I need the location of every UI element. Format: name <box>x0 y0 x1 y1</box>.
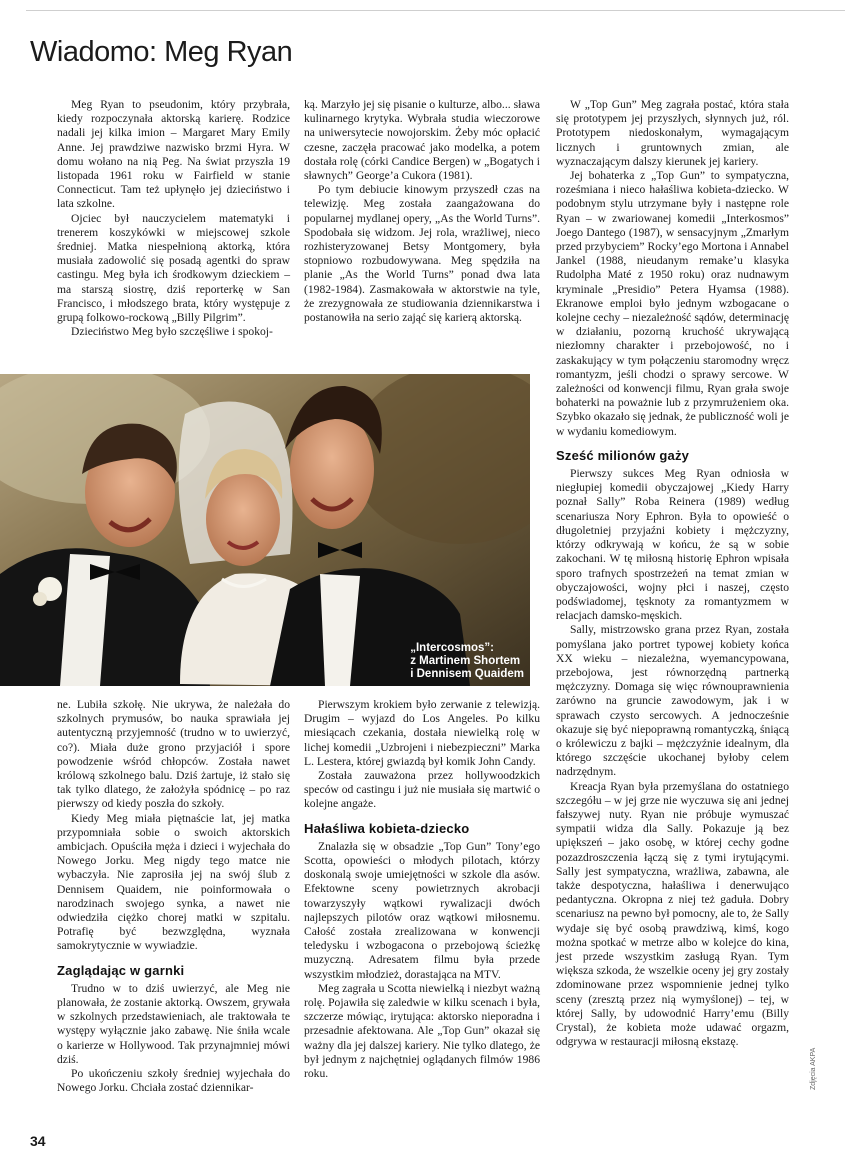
section-heading: Sześć milionów gaży <box>556 447 690 463</box>
paragraph: Dzieciństwo Meg było szczęśliwe i spokoj- <box>71 325 273 339</box>
page-number: 34 <box>30 1133 46 1149</box>
photo-credit: Zdjęcia AKPA <box>810 1047 817 1090</box>
paragraph: Po tym debiucie kinowym przyszedł czas na telewizję. Meg została zaangażowana do popularnej mydlanej opery, „As the World Turns”. Spodobała się widzom. Jej rola, wrażliwej, nieco rozhisteryzowanej Betsy Montgomery, była stopniowo rozbudowywana. Meg spędziła na planie „As the World Turns” ponad dwa lata (1982-1984). Zasmakowała w aktorstwie na tyle, że zrezygnowała ze studiowania dziennikarstwa i postanowiła na serio zająć się karierą aktorską. <box>304 183 540 325</box>
column-1-bottom <box>57 698 290 1095</box>
photo-caption <box>410 642 524 681</box>
paragraph: Pierwszym krokiem było zerwanie z telewizją. Drugim – wyjazd do Los Angeles. Po kilku miesiącach czekania, dostała niewielką rolę w lichej komedii „Uzbrojeni i niebezpieczni” Marka L. Lestera, której gwiazdą był komik John Candy. <box>304 698 540 768</box>
paragraph: Kreacja Ryan była przemyślana do ostatniego szczegółu – w jej grze nie wyczuwa się ani jednej fałszywej nuty. Ryan nie próbuje wymuszać sympatii widza dla Sally. Pokazuje ją bez upiększeń – jako osobę, w której cechy godne pozazdroszczenia łączą się z tymi irytującymi. Sally jest sympatyczna, wrażliwa, zabawna, ale także despotyczna, hałaśliwa i denerwująco pedantyczna. Okropna z niej też gaduła. Dobry scenariusz na pewno był pomocny, ale to, że Sally wydaje się być osobą prawdziwą, kimś, kogo można spotkać w metrze albo w kolejce do kina, jest przede wszystkim zasługą Ryan. Tym większa szkoda, że wszelkie oceny jej gry zostały zdominowane przez wspomnienie jednej tylko sceny (zresztą przez nią wymyślonej) – tej, w której Sally, by udowodnić Harry’emu (Billy Crystal), że kobieta może udawać orgazm, odgrywa w restauracji miłosną ekstazę. <box>556 779 789 1049</box>
section-heading: Hałaśliwa kobieta-dziecko <box>304 820 470 836</box>
paragraph: Po ukończeniu szkoły średniej wyjechała do Nowego Jorku. Chciała zostać dziennikar- <box>57 1067 290 1095</box>
column-2-top <box>304 98 540 325</box>
paragraph: Ojciec był nauczycielem matematyki i trenerem koszykówki w miejscowej szkole średniej. Matka niespełnioną aktorką, która musiała zadowolić się posadą agentki do spraw castingu. Meg była ich środkowym dzieckiem – ma starszą siostrę, dziś reporterkę w San Francisco, i młodszego brata, który występuje z grupą folkowo-rockową „Billy Pilgrim”. <box>57 211 290 325</box>
paragraph: Została zauważona przez hollywoodzkich speców od castingu i już nie musiała się martwić o kolejne angaże. <box>304 769 540 811</box>
section-heading: Zaglądając w garnki <box>57 962 185 978</box>
paragraph: Jej bohaterka z „Top Gun” to sympatyczna, roześmiana i nieco hałaśliwa kobieta-dziecko. W podobnym stylu utrzymane były i następne role Ryan – w zwariowanej komedii „Interkosmos” Joego Dantego (1987), w sensacyjnym „Zmarłym przed przybyciem” Rocky’ego Mortona i Annabel Jankel (1988, nieudanym remake’u klasyka Rudolpha Maté z 1950 roku) oraz nudnawym kryminale „Presidio” Petera Hyamsa (1988). Ekranowe emploi było jednym wzbogacane o kolejne cechy – niezależność sądów, determinację w działaniu, pozorną kruchość ukrywającą niezłomny charakter i przebojowość, no i zaskakujący w tym połączeniu staromodny wręcz romantyzm, jeśli chodzi o sprawy sercowe. W zależności od konwencji filmu, Ryan grała swoje bohaterki na poważnie lub z przymrużeniem oka. Szybko okazało się jednak, że publiczność woli je w wydaniu komediowym. <box>556 169 789 438</box>
column-2-bottom <box>304 698 540 1081</box>
article-title: Wiadomo: Meg Ryan <box>30 36 293 68</box>
caption-line: „Intercosmos”: <box>410 642 494 654</box>
paragraph: Trudno w to dziś uwierzyć, ale Meg nie planowała, że zostanie aktorką. Owszem, grywała w szkolnych przedstawieniach, ale traktowała te występy wyłącznie jako zabawę. Nie śniła wcale o karierze w Hollywood. Tak przynajmniej mówi dziś. <box>57 981 290 1066</box>
caption-line: z Martinem Shortem <box>410 655 521 667</box>
paragraph: Pierwszy sukces Meg Ryan odniosła w niegłupiej komedii obyczajowej „Kiedy Harry poznał Sally” Roba Reinera (1989) według scenariusza Nory Ephron. Była to opowieść o długoletniej przyjaźni kobiety i mężczyzny, którzy odkrywają w końcu, że są w sobie zakochani. W tę miłosną historię Ephron wpisała sporo trafnych spostrzeżeń na temat zmian w obyczajowości, wojny płci i naszej, często podświadomej, tęsknoty za romantyzmem w relacjach damsko-męskich. <box>556 467 789 623</box>
paragraph: Kiedy Meg miała piętnaście lat, jej matka przypomniała sobie o swoich aktorskich ambicjach. Opuściła męża i dzieci i wyjechała do Nowego Jorku. Meg nigdy tego matce nie wybaczyła. Nie zaprosiła jej na swój ślub z Dennisem Quaidem, nie poinformowała o narodzinach swojego synka, a nawet nie odwiedziła ciężko chorej matki w szpitalu. Potrafię być bezwzględna, wyznała samokrytycznie w wywiadzie. <box>57 811 290 953</box>
wedding-photo <box>0 374 530 686</box>
paragraph: Znalazła się w obsadzie „Top Gun” Tony’ego Scotta, opowieści o młodych pilotach, którzy doskonalą swoje umiejętności w szkole dla asów. Efektowne sceny powietrznych akrobacji towarzyszyły wątkowi rywalizacji dwóch najlepszych pilotów oraz wątkowi miłosnemu. Całość została zrealizowana w konwencji teledysku i wzbogacona o przebojową ścieżkę muzyczną. Adresatem filmu była przede wszystkim młodzież, dorastająca na MTV. <box>304 839 540 981</box>
column-1-top <box>57 98 290 339</box>
paragraph: Meg zagrała u Scotta niewielką i niezbyt ważną rolę. Pojawiła się zaledwie w kilku scenach i była, szczerze mówiąc, irytująca: aktorsko nieporadna i przesadnie afektowana. Ale „Top Gun” okazał się ważny dla jej dalszej kariery. Nie tylko dlatego, że był jednym z najchętniej oglądanych filmów 1986 roku. <box>304 981 540 1081</box>
paragraph: ką. Marzyło jej się pisanie o kulturze, albo... sława kulinarnego krytyka. Wybrała studia wieczorowe na uniwersytecie nowojorskim. Żeby móc opłacić czesne, zaczęła pracować jako modelka, a potem dostała rolę (córki Candice Bergen) w „Bogatych i sławnych” George’a Cukora (1981). <box>304 98 540 183</box>
paragraph: ne. Lubiła szkołę. Nie ukrywa, że należała do szkolnych prymusów, bo nauka sprawiała jej autentyczną przyjemność (trudno w to uwierzyć, co?). Miała duże grono przyjaciół i spore powodzenie wśród chłopców. Została nawet królową szkolnego balu. Dziś żartuje, iż stało się tak tylko dlatego, że założyła spódnicę – po raz pierwszy od kiedy poszła do szkoły. <box>57 698 290 811</box>
paragraph: W „Top Gun” Meg zagrała postać, która stała się prototypem jej przyszłych, słynnych już, ról. Prototypem niedoskonałym, wymagającym licznych i gruntownych zmian, ale wyznaczającym dalszy kierunek jej kariery. <box>556 98 789 168</box>
top-rule <box>26 10 845 11</box>
photo-illustration <box>0 374 530 686</box>
paragraph: Meg Ryan to pseudonim, który przybrała, kiedy rozpoczynała aktorską karierę. Rodzice nadali jej kilka imion – Margaret Mary Emily Anne. Jej prawdziwe nazwisko brzmi Hyra. W domu wołano na nią Peg. Na świat przyszła 19 listopada 1961 roku w Fairfield w stanie Connecticut. Tam też upłynęło jej dzieciństwo i lata szkolne. <box>57 98 290 211</box>
column-3 <box>556 98 789 1049</box>
caption-line: i Dennisem Quaidem <box>410 668 524 680</box>
paragraph: Sally, mistrzowsko grana przez Ryan, została pomyślana jako portret typowej kobiety końca XX wieku – niezależna, wyemancypowana, przebojowa, jest równorzędną partnerką mężczyzny. Domaga się więc równouprawnienia zarówno na gruncie zawodowym, jak i w sprawach czysto sercowych. A jednocześnie okazuje się być niepoprawną romantyczką, śniącą o królewiczu z bajki – mężczyźnie idealnym, dla którego szczęście ukochanej byłoby celem nadrzędnym. <box>556 623 789 779</box>
